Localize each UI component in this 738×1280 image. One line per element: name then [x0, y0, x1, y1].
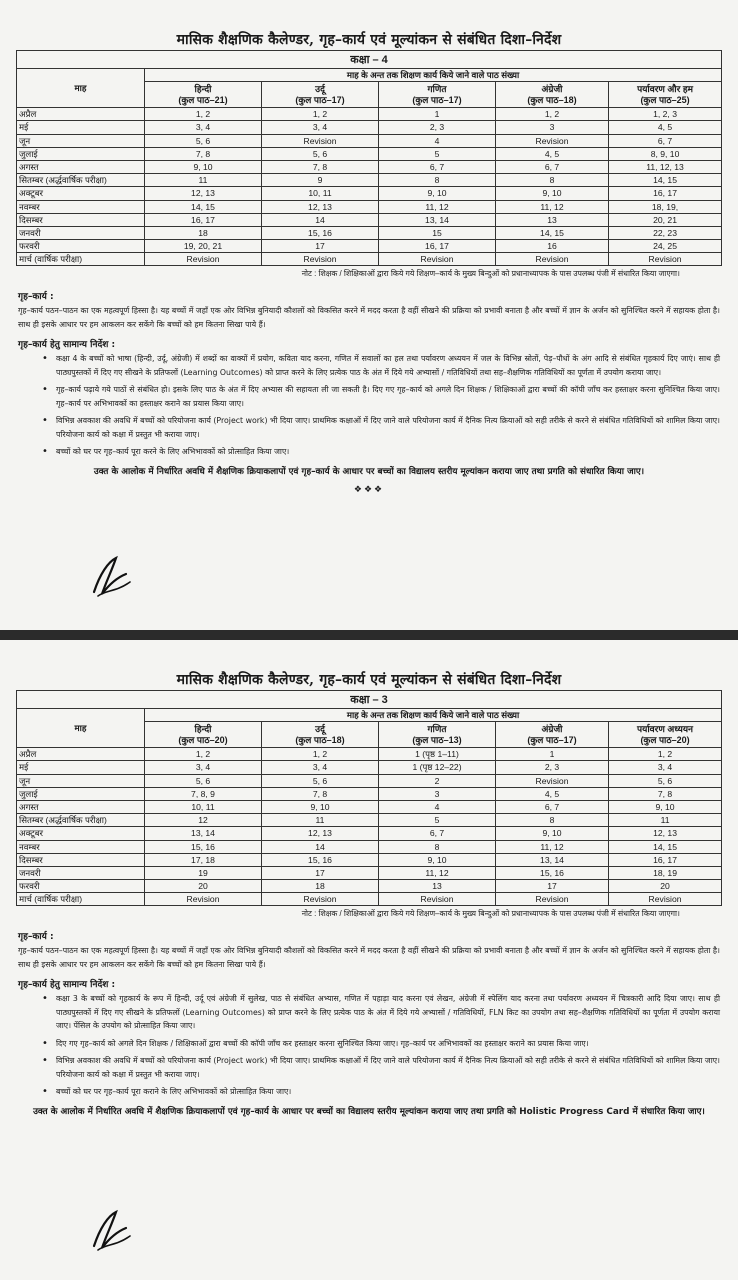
lesson-cell: 1, 2 [145, 748, 262, 761]
lesson-cell: 11 [262, 814, 379, 827]
lesson-cell: 13, 14 [496, 853, 609, 866]
table-row [17, 240, 722, 253]
lesson-cell: 3, 4 [262, 761, 379, 774]
lesson-cell: 22, 23 [609, 226, 722, 239]
calendar-rows [17, 108, 722, 266]
month-cell: फरवरी [17, 880, 145, 893]
signature-icon [86, 1206, 136, 1254]
subject-header: गणित (कुल पाठ–13) [379, 722, 496, 748]
lesson-cell: 11, 12 [379, 200, 496, 213]
lesson-cell: 3, 4 [262, 121, 379, 134]
lesson-cell: 2 [379, 774, 496, 787]
lesson-cell: 5, 6 [262, 147, 379, 160]
list-item: • विभिन्न अवकाश की अवधि में बच्चों को परियोजना कार्य (Project work) भी दिया जाए। प्राथमिक कक्षाओं में दिए जाने वाले परियोजना कार्य में दैनिक नित्य क्रियाओं को सही तरीके से करने से संबंधित गतिविधियों को शामिल किया जाए। परियोजना कार्य को कक्षा में प्रस्तुत भी कराया जाए। [42, 1054, 720, 1081]
lesson-cell: 15, 16 [262, 226, 379, 239]
month-cell: जनवरी [17, 226, 145, 239]
lesson-cell: 3, 4 [145, 761, 262, 774]
lesson-cell: 3, 4 [609, 761, 722, 774]
calendar-table [16, 50, 722, 266]
lesson-cell: 5 [379, 147, 496, 160]
lesson-cell: 6, 7 [379, 160, 496, 173]
lesson-cell: 8 [379, 174, 496, 187]
lesson-cell: 9, 10 [379, 187, 496, 200]
lesson-cell: 12, 13 [145, 187, 262, 200]
lesson-cell: 11, 12 [379, 866, 496, 879]
lesson-cell: 18 [145, 226, 262, 239]
lesson-cell: 8 [496, 174, 609, 187]
subject-header: अंग्रेजी (कुल पाठ–18) [496, 82, 609, 108]
lesson-cell: 15, 16 [145, 840, 262, 853]
lesson-cell: 6, 7 [379, 827, 496, 840]
lesson-cell: 15, 16 [262, 853, 379, 866]
lesson-cell: 13, 14 [145, 827, 262, 840]
table-row [17, 134, 722, 147]
lesson-cell: 17 [262, 866, 379, 879]
table-row [17, 174, 722, 187]
lesson-cell: 4 [379, 800, 496, 813]
table-row [17, 893, 722, 906]
table-row [17, 853, 722, 866]
lesson-cell: 11 [609, 814, 722, 827]
homework-heading: गृह–कार्य : [18, 932, 54, 943]
subject-header: पर्यावरण और हम (कुल पाठ–25) [609, 82, 722, 108]
guidelines-list [42, 352, 720, 459]
table-row [17, 787, 722, 800]
lesson-cell: 8 [496, 814, 609, 827]
lesson-cell: 19 [145, 866, 262, 879]
month-cell: जुलाई [17, 787, 145, 800]
lesson-cell: 10, 11 [262, 187, 379, 200]
lesson-cell: 13, 14 [379, 213, 496, 226]
lesson-cell: 18 [262, 880, 379, 893]
month-cell: अप्रैल [17, 748, 145, 761]
list-item: • कक्षा 4 के बच्चों को भाषा (हिन्दी, उर्दू, अंग्रेजी) में शब्दों का वाक्यों में प्रयोग, कविता याद करना, गणित में सवालों का हल तथा पर्यावरण अध्ययन में जल के विभिन्न स्रोतों, पेड़–पौधों के अंग आदि से संबंधित गृहकार्य दिए जाएं। साथ ही पाठ्यपुस्तकों में दिए गए सीखने के प्रतिफलों (Learning Outcomes) को प्राप्त करने के लिए प्रत्येक पाठ के अंत में दिये गये अभ्यासों / गतिविधियों तथा सह–शैक्षणिक गतिविधियों का पूर्णता में उपयोग कराया जाए। [42, 352, 720, 379]
month-cell: दिसम्बर [17, 853, 145, 866]
table-row [17, 748, 722, 761]
page-title: मासिक शैक्षणिक कैलेण्डर, गृह–कार्य एवं मूल्यांकन से संबंधित दिशा–निर्देश [176, 672, 562, 688]
guidelines-heading: गृह–कार्य हेतु सामान्य निर्देश : [18, 340, 116, 351]
lesson-cell: 14 [262, 213, 379, 226]
lesson-cell: 6, 7 [496, 800, 609, 813]
lesson-cell: 14, 15 [609, 840, 722, 853]
month-cell: अक्टूबर [17, 187, 145, 200]
lesson-cell: 5 [379, 814, 496, 827]
lesson-cell: 9, 10 [609, 800, 722, 813]
lesson-cell: 6, 7 [609, 134, 722, 147]
lesson-cell: 5, 6 [145, 774, 262, 787]
lesson-cell: 4, 5 [496, 147, 609, 160]
month-cell: अगस्त [17, 800, 145, 813]
page-title: मासिक शैक्षणिक कैलेण्डर, गृह–कार्य एवं मूल्यांकन से संबंधित दिशा–निर्देश [176, 32, 562, 48]
table-row [17, 880, 722, 893]
conclusion: उक्त के आलोक में निर्धारित अवधि में शैक्षणिक क्रियाकलापों एवं गृह–कार्य के आधार पर बच्चों का विद्यालय स्तरीय मूल्यांकन कराया जाए तथा प्रगति को संधारित किया जाए। [93, 466, 645, 477]
lesson-cell: Revision [496, 893, 609, 906]
lesson-cell: 1, 2, 3 [609, 108, 722, 121]
table-row [17, 866, 722, 879]
lesson-cell: 1 (पृष्ठ 1–11) [379, 748, 496, 761]
month-cell: फरवरी [17, 240, 145, 253]
lesson-cell: Revision [379, 893, 496, 906]
lesson-cell: 3, 4 [145, 121, 262, 134]
month-cell: जून [17, 134, 145, 147]
subject-header: उर्दू (कुल पाठ–17) [262, 82, 379, 108]
lesson-cell: 20 [145, 880, 262, 893]
table-row [17, 200, 722, 213]
guidelines-list [42, 992, 720, 1099]
lesson-cell: 16, 17 [609, 853, 722, 866]
month-header: माह [17, 69, 145, 108]
lesson-cell: 16, 17 [145, 213, 262, 226]
lesson-cell: 5, 6 [609, 774, 722, 787]
lesson-cell: 11 [145, 174, 262, 187]
subject-header: उर्दू (कुल पाठ–18) [262, 722, 379, 748]
lesson-cell: 6, 7 [496, 160, 609, 173]
lesson-cell: 9 [262, 174, 379, 187]
lesson-cell: 9, 10 [496, 187, 609, 200]
month-cell: अगस्त [17, 160, 145, 173]
lesson-cell: 1, 2 [262, 748, 379, 761]
lesson-cell: Revision [496, 134, 609, 147]
table-row [17, 147, 722, 160]
lesson-cell: 1, 2 [609, 748, 722, 761]
lesson-cell: 20 [609, 880, 722, 893]
lesson-cell: 11, 12, 13 [609, 160, 722, 173]
lesson-cell: 12, 13 [262, 827, 379, 840]
month-cell: सितम्बर (अर्द्धवार्षिक परीक्षा) [17, 814, 145, 827]
lesson-cell: 1 (पृष्ठ 12–22) [379, 761, 496, 774]
lesson-cell: 24, 25 [609, 240, 722, 253]
lesson-cell: Revision [262, 253, 379, 266]
note: नोट : शिक्षक / शिक्षिकाओं द्वारा किये गये शिक्षण–कार्य के मुख्य बिन्दुओं को प्रधानाध्यापक के पास उपलब्ध पंजी में संधारित किया जाएगा। [301, 269, 680, 279]
lesson-cell: 13 [379, 880, 496, 893]
lesson-cell: 7, 8, 9 [145, 787, 262, 800]
lesson-cell: 19, 20, 21 [145, 240, 262, 253]
lesson-cell: 4, 5 [609, 121, 722, 134]
list-item: • विभिन्न अवकाश की अवधि में बच्चों को परियोजना कार्य (Project work) भी दिया जाए। प्राथमिक कक्षाओं में दिए जाने वाले परियोजना कार्य में दैनिक नित्य क्रियाओं को सही तरीके से करने से संबंधित गतिविधियों को शामिल किया जाए। परियोजना कार्य को कक्षा में प्रस्तुत भी कराया जाए। [42, 414, 720, 441]
lesson-cell: 9, 10 [379, 853, 496, 866]
table-row [17, 160, 722, 173]
lesson-cell: 13 [496, 213, 609, 226]
document-page-class-4 [0, 0, 738, 630]
subject-header: हिन्दी (कुल पाठ–21) [145, 82, 262, 108]
subject-header: पर्यावरण अध्ययन (कुल पाठ–20) [609, 722, 722, 748]
table-row [17, 774, 722, 787]
calendar-rows [17, 748, 722, 906]
table-row [17, 187, 722, 200]
lesson-cell: 1 [496, 748, 609, 761]
signature-icon [86, 552, 136, 600]
month-cell: मार्च (वार्षिक परीक्षा) [17, 893, 145, 906]
table-row [17, 213, 722, 226]
table-row [17, 121, 722, 134]
conclusion: उक्त के आलोक में निर्धारित अवधि में शैक्षणिक क्रियाकलापों एवं गृह–कार्य के आधार पर बच्चों का विद्यालय स्तरीय मूल्यांकन कराया जाए तथा प्रगति को Holistic Progress Card में संधारित किया जाए। [33, 1106, 705, 1117]
table-row [17, 761, 722, 774]
list-item: • बच्चों को घर पर गृह–कार्य पूरा कराने के लिए अभिभावकों को प्रोत्साहित किया जाए। [42, 1085, 720, 1099]
month-cell: जून [17, 774, 145, 787]
lesson-cell: 8 [379, 840, 496, 853]
lesson-cell: 17 [496, 880, 609, 893]
lesson-cell: 12 [145, 814, 262, 827]
lesson-cell: Revision [496, 774, 609, 787]
lesson-cell: 3 [379, 787, 496, 800]
lesson-cell: 7, 8 [145, 147, 262, 160]
document-page-class-3 [0, 640, 738, 1280]
month-header: माह [17, 709, 145, 748]
list-item: • गृह–कार्य पढ़ाये गये पाठों से संबंधित हो। इसके लिए पाठ के अंत में दिए अभ्यास की सहायता ली जा सकती है। दिए गए गृह–कार्य को अगले दिन शिक्षक / शिक्षिकाओं द्वारा बच्चों की कॉपी जाँच कर हस्ताक्षर करना सुनिश्चित किया जाए। गृह–कार्य पर अभिभावकों का हस्ताक्षर कराने का प्रयास किया जाए। [42, 383, 720, 410]
lesson-header: माह के अन्त तक शिक्षण कार्य किये जाने वाले पाठ संख्या [145, 69, 722, 82]
lesson-cell: 2, 3 [379, 121, 496, 134]
lesson-cell: 15 [379, 226, 496, 239]
lesson-cell: 14, 15 [496, 226, 609, 239]
subject-header: गणित (कुल पाठ–17) [379, 82, 496, 108]
month-cell: अप्रैल [17, 108, 145, 121]
lesson-cell: 12, 13 [609, 827, 722, 840]
subject-header: अंग्रेजी (कुल पाठ–17) [496, 722, 609, 748]
lesson-cell: Revision [609, 253, 722, 266]
lesson-cell: 9, 10 [145, 160, 262, 173]
table-row [17, 827, 722, 840]
homework-text: गृह–कार्य पठन–पाठन का एक महत्वपूर्ण हिस्सा है। यह बच्चों में जहाँ एक ओर विभिन्न बुनियादी कौशलों को विकसित करने में मदद करता है वहीं सीखने की प्रक्रिया को प्रभावी बनाता है और बच्चों में ज्ञान के अर्जन को सुनिश्चित करने में सहायक होता है। साथ ही इसके आधार पर हम आकलन कर सकेंगे कि बच्चों को हम कितना सिखा पाये हैं। [18, 946, 720, 969]
note: नोट : शिक्षक / शिक्षिकाओं द्वारा किये गये शिक्षण–कार्य के मुख्य बिन्दुओं को प्रधानाध्यापक के पास उपलब्ध पंजी में संधारित किया जाएगा। [301, 909, 680, 919]
lesson-cell: 14, 15 [609, 174, 722, 187]
month-cell: दिसम्बर [17, 213, 145, 226]
month-cell: सितम्बर (अर्द्धवार्षिक परीक्षा) [17, 174, 145, 187]
lesson-cell: 9, 10 [496, 827, 609, 840]
lesson-cell: 15, 16 [496, 866, 609, 879]
lesson-cell: 18, 19, [609, 200, 722, 213]
lesson-cell: 16, 17 [609, 187, 722, 200]
table-row [17, 226, 722, 239]
table-row [17, 840, 722, 853]
lesson-cell: 11, 12 [496, 840, 609, 853]
table-row [17, 108, 722, 121]
month-cell: अक्टूबर [17, 827, 145, 840]
lesson-cell: 14, 15 [145, 200, 262, 213]
lesson-cell: Revision [262, 134, 379, 147]
lesson-cell: 11, 12 [496, 200, 609, 213]
lesson-cell: Revision [379, 253, 496, 266]
lesson-cell: 1, 2 [262, 108, 379, 121]
lesson-cell: Revision [262, 893, 379, 906]
month-cell: नवम्बर [17, 840, 145, 853]
lesson-cell: 10, 11 [145, 800, 262, 813]
lesson-cell: 3 [496, 121, 609, 134]
month-cell: मई [17, 761, 145, 774]
month-cell: मई [17, 121, 145, 134]
lesson-cell: 7, 8 [609, 787, 722, 800]
lesson-header: माह के अन्त तक शिक्षण कार्य किये जाने वाले पाठ संख्या [145, 709, 722, 722]
end-ornament: ❖❖❖ [353, 484, 385, 495]
list-item: • कक्षा 3 के बच्चों को गृहकार्य के रूप में हिन्दी, उर्दू एवं अंग्रेजी में सुलेख, पाठ से संबंधित अभ्यास, गणित में पहाड़ा याद करना एवं लेखन, अंग्रेजी में स्पेलिंग याद करना तथा पर्यावरण अध्ययन में चित्रकारी आदि दिया जाए। साथ ही पाठ्यपुस्तकों में दिए गए सीखने के प्रतिफलों (Learning Outcomes) को प्राप्त करने के लिए प्रत्येक पाठ के अंत में दिये गये अभ्यासों / गतिविधियों, FLN किट का उपयोग तथा सह–शैक्षणिक गतिविधियों का पूर्णता में उपयोग कराया जाए। पेंसिल के उपयोग को प्रोत्साहित किया जाए। [42, 992, 720, 1033]
lesson-cell: 16 [496, 240, 609, 253]
lesson-cell: 1 [379, 108, 496, 121]
class-label: कक्षा – 3 [17, 691, 722, 709]
table-row [17, 800, 722, 813]
lesson-cell: 1, 2 [496, 108, 609, 121]
lesson-cell: 4 [379, 134, 496, 147]
lesson-cell: 18, 19 [609, 866, 722, 879]
lesson-cell: 17, 18 [145, 853, 262, 866]
month-cell: नवम्बर [17, 200, 145, 213]
class-label: कक्षा – 4 [17, 51, 722, 69]
month-cell: मार्च (वार्षिक परीक्षा) [17, 253, 145, 266]
lesson-cell: Revision [496, 253, 609, 266]
lesson-cell: 1, 2 [145, 108, 262, 121]
lesson-cell: 12, 13 [262, 200, 379, 213]
lesson-cell: 5, 6 [145, 134, 262, 147]
subject-header: हिन्दी (कुल पाठ–20) [145, 722, 262, 748]
table-row [17, 814, 722, 827]
lesson-cell: 20, 21 [609, 213, 722, 226]
lesson-cell: Revision [609, 893, 722, 906]
lesson-cell: 16, 17 [379, 240, 496, 253]
lesson-cell: 17 [262, 240, 379, 253]
lesson-cell: 7, 8 [262, 160, 379, 173]
guidelines-heading: गृह–कार्य हेतु सामान्य निर्देश : [18, 980, 116, 991]
lesson-cell: Revision [145, 893, 262, 906]
month-cell: जुलाई [17, 147, 145, 160]
table-row [17, 253, 722, 266]
list-item: • दिए गए गृह–कार्य को अगले दिन शिक्षक / शिक्षिकाओं द्वारा बच्चों की कॉपी जाँच कर हस्ताक्षर करना सुनिश्चित किया जाए। गृह–कार्य पर अभिभावकों का हस्ताक्षर कराने का प्रयास किया जाए। [42, 1037, 720, 1051]
month-cell: जनवरी [17, 866, 145, 879]
lesson-cell: 14 [262, 840, 379, 853]
lesson-cell: 9, 10 [262, 800, 379, 813]
homework-heading: गृह–कार्य : [18, 292, 54, 303]
lesson-cell: 8, 9, 10 [609, 147, 722, 160]
list-item: • बच्चों को घर पर गृह–कार्य पूरा करने के लिए अभिभावकों को प्रोत्साहित किया जाए। [42, 445, 720, 459]
lesson-cell: 2, 3 [496, 761, 609, 774]
homework-text: गृह–कार्य पठन–पाठन का एक महत्वपूर्ण हिस्सा है। यह बच्चों में जहाँ एक ओर विभिन्न बुनियादी कौशलों को विकसित करने में मदद करता है वहीं सीखने की प्रक्रिया को प्रभावी बनाता है और बच्चों में ज्ञान के अर्जन को सुनिश्चित करने में सहायक होता है। साथ ही इसके आधार पर हम आकलन कर सकेंगे कि बच्चों को हम कितना सिखा पाये हैं। [18, 306, 720, 329]
lesson-cell: 7, 8 [262, 787, 379, 800]
lesson-cell: Revision [145, 253, 262, 266]
lesson-cell: 4, 5 [496, 787, 609, 800]
calendar-table [16, 690, 722, 906]
lesson-cell: 5, 6 [262, 774, 379, 787]
